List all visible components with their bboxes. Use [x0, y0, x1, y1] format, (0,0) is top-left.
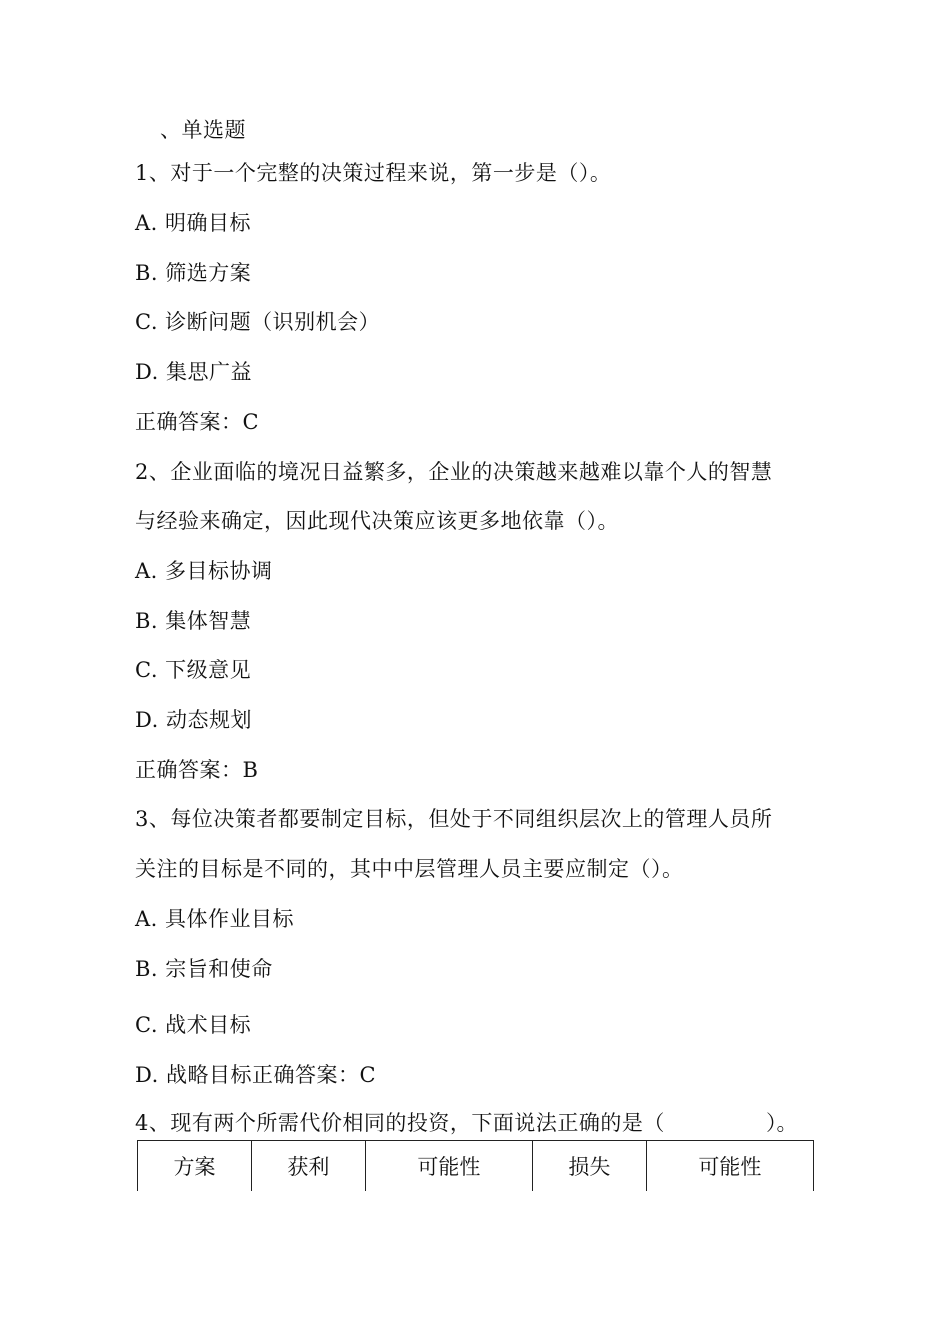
investment-options-table: [137, 1140, 814, 1191]
question-2-option-b: B. 集体智慧: [135, 609, 252, 633]
question-2-option-d: D. 动态规划: [135, 708, 252, 732]
question-3-option-d: D. 战略目标正确答案：C: [135, 1063, 377, 1087]
table-header-cell: 可能性: [365, 1141, 532, 1191]
table-header-row: [138, 1141, 814, 1191]
question-2-answer: 正确答案：B: [135, 758, 259, 782]
table-header-cell: 获利: [251, 1141, 365, 1191]
table-header-cell: 方案: [138, 1141, 252, 1191]
question-1-option-d: D. 集思广益: [135, 360, 252, 384]
question-2-option-a: A. 多目标协调: [135, 559, 273, 583]
question-2-stem-line-2: 与经验来确定，因此现代决策应该更多地依靠（）。: [135, 509, 619, 533]
table-header-cell: 可能性: [646, 1141, 813, 1191]
question-4-stem: 4、现有两个所需代价相同的投资，下面说法正确的是（: [135, 1111, 665, 1135]
question-1-option-b: B. 筛选方案: [135, 261, 252, 285]
question-3-option-a: A. 具体作业目标: [135, 907, 295, 931]
question-1-stem: 1、对于一个完整的决策过程来说，第一步是（）。: [135, 161, 612, 185]
question-3-stem-line-2: 关注的目标是不同的，其中中层管理人员主要应制定（）。: [135, 857, 684, 881]
question-1-answer: 正确答案：C: [135, 410, 260, 434]
question-1-option-a: A. 明确目标: [135, 211, 252, 235]
section-title: 、单选题: [160, 118, 246, 142]
question-1-option-c: C. 诊断问题（识别机会）: [135, 310, 381, 334]
question-3-option-c: C. 战术目标: [135, 1013, 252, 1037]
question-2-option-c: C. 下级意见: [135, 658, 252, 682]
question-2-stem-line-1: 2、企业面临的境况日益繁多，企业的决策越来越难以靠个人的智慧: [135, 460, 773, 484]
question-4-stem-tail: ）。: [766, 1111, 798, 1135]
table-header-cell: 损失: [532, 1141, 646, 1191]
question-3-stem-line-1: 3、每位决策者都要制定目标，但处于不同组织层次上的管理人员所: [135, 807, 773, 831]
question-3-option-b: B. 宗旨和使命: [135, 957, 273, 981]
